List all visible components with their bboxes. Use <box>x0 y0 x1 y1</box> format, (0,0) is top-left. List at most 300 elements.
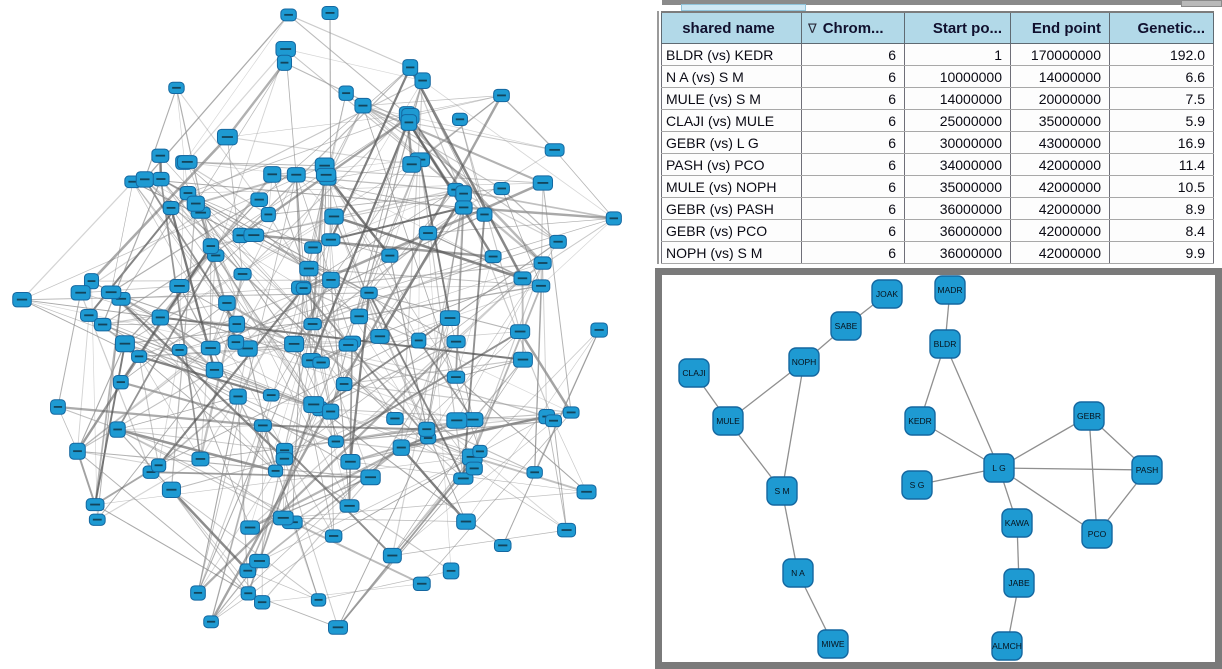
network-node[interactable] <box>606 212 621 225</box>
network-node[interactable] <box>153 172 169 185</box>
network-node-NOPH[interactable] <box>789 348 819 376</box>
network-node[interactable] <box>136 172 153 187</box>
table-cell[interactable]: 11.4 <box>1110 154 1214 176</box>
node-label <box>326 279 335 281</box>
node-label <box>242 348 253 350</box>
table-cell[interactable]: 20000000 <box>1011 88 1110 110</box>
network-node[interactable] <box>545 415 561 427</box>
column-header-start-po-[interactable]: Start po... <box>905 12 1011 44</box>
network-node[interactable] <box>387 412 404 424</box>
network-node[interactable] <box>191 586 206 600</box>
network-node[interactable] <box>89 514 105 525</box>
table-cell[interactable]: 6 <box>802 132 905 154</box>
network-node[interactable] <box>287 168 305 182</box>
network-node[interactable] <box>413 577 430 590</box>
network-edge[interactable] <box>319 571 451 600</box>
network-node[interactable] <box>351 309 368 324</box>
network-node-ALMCH[interactable] <box>992 632 1022 660</box>
table-cell[interactable]: 6.6 <box>1110 66 1214 88</box>
network-node[interactable] <box>382 249 398 262</box>
network-node[interactable] <box>230 389 246 404</box>
node-label <box>364 292 373 294</box>
network-node[interactable] <box>264 167 281 183</box>
network-edge[interactable] <box>77 451 158 465</box>
network-node[interactable] <box>250 554 270 567</box>
node-label <box>156 155 165 157</box>
table-cell[interactable]: 8.4 <box>1110 220 1214 242</box>
network-node[interactable] <box>514 352 533 367</box>
network-node-BLDR[interactable] <box>930 330 960 358</box>
network-node[interactable] <box>229 316 244 332</box>
network-node[interactable] <box>228 335 243 349</box>
node-label <box>17 299 27 301</box>
network-edge[interactable] <box>77 315 88 451</box>
network-node[interactable] <box>419 422 435 436</box>
node-label <box>280 458 289 460</box>
table-cell[interactable]: 25000000 <box>905 110 1011 132</box>
network-node-LG[interactable] <box>984 454 1014 482</box>
network-node[interactable] <box>456 186 472 202</box>
network-edge[interactable] <box>541 218 614 285</box>
network-edge[interactable] <box>363 106 555 150</box>
network-node-SABE[interactable] <box>831 312 861 340</box>
network-node[interactable] <box>527 467 542 478</box>
network-node[interactable] <box>545 144 564 156</box>
node-label <box>415 340 423 342</box>
network-node-KEDR[interactable] <box>905 407 935 435</box>
network-node[interactable] <box>336 378 352 391</box>
table-cell[interactable]: GEBR (vs) PASH <box>662 198 802 220</box>
network-node-MIWE[interactable] <box>818 630 848 658</box>
network-node[interactable] <box>591 323 608 337</box>
network-node[interactable] <box>532 280 550 292</box>
node-label <box>417 583 426 585</box>
node-label <box>407 163 417 165</box>
network-node[interactable] <box>203 239 218 254</box>
table-cell[interactable]: 14000000 <box>905 88 1011 110</box>
network-node[interactable] <box>514 272 531 285</box>
network-node[interactable] <box>419 226 436 239</box>
network-edge[interactable] <box>547 417 567 531</box>
network-node[interactable] <box>305 242 322 253</box>
network-node[interactable] <box>323 404 339 419</box>
network-edge-NOPH-SM[interactable] <box>782 362 804 491</box>
table-cell[interactable]: 42000000 <box>1011 154 1110 176</box>
table-cell[interactable]: BLDR (vs) KEDR <box>662 44 802 66</box>
network-node[interactable] <box>304 318 321 329</box>
overview-nodes <box>13 7 622 635</box>
node-label <box>135 355 143 357</box>
node-label <box>255 199 264 201</box>
network-node-CLAJI[interactable] <box>679 359 709 387</box>
network-node[interactable] <box>340 500 359 512</box>
table-cell[interactable]: 35000000 <box>905 176 1011 198</box>
network-node[interactable] <box>563 407 579 418</box>
network-node[interactable] <box>577 485 596 499</box>
network-node-JABE[interactable] <box>1004 569 1034 597</box>
network-node[interactable] <box>550 235 567 248</box>
network-edge[interactable] <box>555 150 614 218</box>
network-node[interactable] <box>452 113 467 125</box>
node-label <box>333 626 344 628</box>
network-node[interactable] <box>162 482 180 497</box>
network-edge[interactable] <box>171 490 248 594</box>
node-label <box>194 592 202 594</box>
node-label: S G <box>909 480 925 490</box>
network-node[interactable] <box>558 523 576 536</box>
network-node[interactable] <box>273 511 293 525</box>
network-node[interactable] <box>86 499 104 511</box>
column-header-end-point[interactable]: End point <box>1011 12 1110 44</box>
network-node-GEBR[interactable] <box>1074 402 1104 430</box>
table-cell[interactable]: 6 <box>802 242 905 264</box>
table-row[interactable] <box>662 88 1214 110</box>
network-node[interactable] <box>466 462 482 475</box>
table-cell[interactable]: 6 <box>802 44 905 66</box>
node-label <box>73 450 82 452</box>
node-label <box>254 560 265 562</box>
network-edge[interactable] <box>554 421 567 530</box>
network-node[interactable] <box>70 443 86 459</box>
node-label <box>456 118 464 120</box>
table-row[interactable] <box>662 110 1214 132</box>
table-cell[interactable]: 16.9 <box>1110 132 1214 154</box>
network-node-NA[interactable] <box>783 559 813 587</box>
table-cell[interactable]: 6 <box>802 176 905 198</box>
network-node[interactable] <box>361 287 377 298</box>
node-label: N A <box>791 568 805 578</box>
network-node[interactable] <box>81 309 98 321</box>
network-node[interactable] <box>455 201 472 214</box>
network-node[interactable] <box>494 182 509 194</box>
node-label <box>272 470 280 472</box>
network-node[interactable] <box>447 413 467 428</box>
network-node[interactable] <box>477 208 492 221</box>
table-cell[interactable]: GEBR (vs) PCO <box>662 220 802 242</box>
table-cell[interactable]: 7.5 <box>1110 88 1214 110</box>
network-node[interactable] <box>323 272 340 287</box>
network-node[interactable] <box>447 336 465 348</box>
table-cell[interactable]: 35000000 <box>1011 110 1110 132</box>
network-node[interactable] <box>172 345 187 356</box>
network-node[interactable] <box>263 389 279 401</box>
node-label <box>321 174 332 176</box>
table-cell[interactable]: 6 <box>802 154 905 176</box>
column-header-chrom-[interactable]: ∇ Chrom... <box>802 12 905 44</box>
table-row[interactable] <box>662 220 1214 242</box>
table-row[interactable] <box>662 132 1214 154</box>
table-cell[interactable]: 42000000 <box>1011 198 1110 220</box>
network-node-MULE[interactable] <box>713 407 743 435</box>
column-header-genetic-[interactable]: Genetic... <box>1110 12 1214 44</box>
network-node[interactable] <box>511 325 530 339</box>
network-node-JOAK[interactable] <box>872 280 902 308</box>
network-node[interactable] <box>217 129 237 145</box>
network-node[interactable] <box>241 521 260 534</box>
table-row[interactable] <box>662 66 1214 88</box>
table-cell[interactable]: GEBR (vs) L G <box>662 132 802 154</box>
node-label: MADR <box>937 285 963 295</box>
network-node[interactable] <box>281 9 296 21</box>
node-label <box>461 521 471 523</box>
table-cell[interactable]: 8.9 <box>1110 198 1214 220</box>
network-edge[interactable] <box>262 477 370 602</box>
node-label: PASH <box>1135 465 1159 475</box>
network-node[interactable] <box>234 268 251 280</box>
table-cell[interactable]: 6 <box>802 66 905 88</box>
node-label <box>445 317 456 319</box>
table-cell[interactable]: 170000000 <box>1011 44 1110 66</box>
network-node[interactable] <box>313 357 330 368</box>
table-cell[interactable]: MULE (vs) NOPH <box>662 176 802 198</box>
node-label <box>316 362 325 364</box>
node-label <box>365 476 376 478</box>
node-label <box>581 491 592 493</box>
network-node[interactable] <box>494 539 511 551</box>
network-edge[interactable] <box>171 490 318 600</box>
table-row[interactable] <box>662 154 1214 176</box>
node-label <box>210 369 219 371</box>
table-cell[interactable]: 10000000 <box>905 66 1011 88</box>
network-edge[interactable] <box>543 183 571 413</box>
node-label <box>207 621 215 623</box>
table-cell[interactable]: 10.5 <box>1110 176 1214 198</box>
table-tab[interactable] <box>681 4 806 11</box>
network-node[interactable] <box>457 514 476 529</box>
network-node[interactable] <box>371 330 389 344</box>
network-node[interactable] <box>494 89 510 101</box>
network-node-MADR[interactable] <box>935 276 965 304</box>
network-node[interactable] <box>94 318 110 331</box>
node-label: PCO <box>1087 529 1107 539</box>
network-edge[interactable] <box>187 49 285 162</box>
table-cell[interactable]: 6 <box>802 88 905 110</box>
table-cell[interactable]: 36000000 <box>905 198 1011 220</box>
node-label <box>567 412 576 414</box>
network-node[interactable] <box>403 60 418 76</box>
network-node[interactable] <box>13 292 32 306</box>
network-node[interactable] <box>443 563 459 579</box>
node-label <box>326 411 335 413</box>
network-edge[interactable] <box>211 536 334 622</box>
network-node[interactable] <box>325 209 343 224</box>
node-label <box>530 471 539 473</box>
network-node[interactable] <box>485 251 501 263</box>
table-header-row <box>662 12 1214 44</box>
node-label <box>84 314 93 316</box>
network-node[interactable] <box>322 234 340 246</box>
network-node[interactable] <box>415 73 430 89</box>
network-node[interactable] <box>393 440 409 456</box>
node-label <box>343 344 353 346</box>
table-row[interactable] <box>662 176 1214 198</box>
network-node[interactable] <box>277 55 291 70</box>
network-node[interactable] <box>285 336 304 351</box>
network-edge[interactable] <box>330 13 331 240</box>
network-node[interactable] <box>254 420 271 432</box>
network-node[interactable] <box>132 351 147 363</box>
network-edge[interactable] <box>296 175 352 342</box>
node-label <box>549 149 560 151</box>
network-node[interactable] <box>300 261 318 276</box>
node-label <box>156 317 165 319</box>
table-cell[interactable]: 42000000 <box>1011 220 1110 242</box>
network-edge[interactable] <box>262 426 263 603</box>
network-node-PCO[interactable] <box>1082 520 1112 548</box>
table-cell[interactable]: 6 <box>802 110 905 132</box>
network-edge[interactable] <box>292 522 421 584</box>
table-cell[interactable]: NOPH (vs) S M <box>662 242 802 264</box>
table-cell[interactable]: 34000000 <box>905 154 1011 176</box>
network-edge[interactable] <box>286 49 423 81</box>
table-cell[interactable]: 43000000 <box>1011 132 1110 154</box>
network-node[interactable] <box>276 42 296 57</box>
network-node[interactable] <box>244 229 264 242</box>
network-node[interactable] <box>403 157 421 173</box>
table-row[interactable] <box>662 44 1214 66</box>
network-node-SG[interactable] <box>902 471 932 499</box>
node-label: JOAK <box>875 289 899 299</box>
network-edge-LG-PASH[interactable] <box>999 468 1147 470</box>
network-node[interactable] <box>101 286 120 299</box>
network-node[interactable] <box>192 452 209 466</box>
network-node-SM[interactable] <box>767 477 797 505</box>
network-node[interactable] <box>311 594 325 606</box>
table-cell[interactable]: N A (vs) S M <box>662 66 802 88</box>
network-edge-GEBR-PCO[interactable] <box>1089 416 1097 534</box>
network-node[interactable] <box>51 400 66 415</box>
network-node[interactable] <box>383 548 401 563</box>
network-node[interactable] <box>412 333 426 348</box>
table-cell[interactable]: 6 <box>802 220 905 242</box>
table-cell[interactable]: 14000000 <box>1011 66 1110 88</box>
network-node[interactable] <box>187 196 204 211</box>
network-node[interactable] <box>251 193 268 207</box>
network-node[interactable] <box>163 201 179 214</box>
table-cell[interactable]: 30000000 <box>905 132 1011 154</box>
network-node[interactable] <box>255 596 270 609</box>
network-node[interactable] <box>361 470 380 485</box>
table-row[interactable] <box>662 242 1214 264</box>
table-cell[interactable]: 192.0 <box>1110 44 1214 66</box>
node-label <box>267 173 277 175</box>
node-label <box>232 341 241 343</box>
network-node[interactable] <box>71 286 90 300</box>
network-node-PASH[interactable] <box>1132 456 1162 484</box>
network-node[interactable] <box>219 296 236 311</box>
network-node[interactable] <box>269 465 283 477</box>
network-edge[interactable] <box>171 490 262 602</box>
network-node[interactable] <box>204 616 219 628</box>
network-node[interactable] <box>440 311 459 326</box>
network-node[interactable] <box>447 371 464 383</box>
table-cell[interactable]: 42000000 <box>1011 242 1110 264</box>
network-node[interactable] <box>152 149 169 162</box>
network-node[interactable] <box>177 156 197 169</box>
node-label <box>281 62 289 64</box>
table-cell[interactable]: 36000000 <box>905 242 1011 264</box>
network-node[interactable] <box>401 115 417 131</box>
network-node[interactable] <box>316 168 335 181</box>
network-node[interactable] <box>296 283 310 294</box>
node-label <box>451 376 461 378</box>
filter-icon[interactable]: ∇ <box>808 20 817 36</box>
node-label <box>451 419 462 421</box>
node-label <box>88 280 96 282</box>
table-cell[interactable]: 6 <box>802 198 905 220</box>
node-label <box>498 545 507 547</box>
scrollbar-thumb[interactable] <box>1181 0 1222 7</box>
network-node[interactable] <box>328 436 343 447</box>
network-node[interactable] <box>533 176 552 190</box>
node-label <box>248 234 259 236</box>
node-label <box>326 12 335 14</box>
network-node[interactable] <box>241 587 255 600</box>
network-edge[interactable] <box>227 63 284 137</box>
node-label <box>387 555 397 557</box>
network-edge[interactable] <box>216 49 286 255</box>
network-node[interactable] <box>113 376 128 389</box>
network-node[interactable] <box>261 208 275 222</box>
network-node[interactable] <box>329 621 348 635</box>
node-label <box>447 570 456 572</box>
network-edge[interactable] <box>460 119 520 331</box>
node-label <box>397 447 406 449</box>
network-node[interactable] <box>341 455 360 470</box>
table-cell[interactable]: 1 <box>905 44 1011 66</box>
table-cell[interactable]: CLAJI (vs) MULE <box>662 110 802 132</box>
network-node[interactable] <box>201 341 220 354</box>
network-node[interactable] <box>110 422 125 437</box>
network-node[interactable] <box>322 7 338 20</box>
network-node[interactable] <box>206 362 222 378</box>
table-cell[interactable]: PASH (vs) PCO <box>662 154 802 176</box>
node-label <box>243 570 252 572</box>
network-node[interactable] <box>339 339 358 351</box>
table-cell[interactable]: 5.9 <box>1110 110 1214 132</box>
network-edge[interactable] <box>289 15 411 68</box>
network-node-KAWA[interactable] <box>1002 509 1032 537</box>
node-label <box>233 396 242 398</box>
network-node[interactable] <box>325 530 342 542</box>
node-label <box>329 216 339 218</box>
node-label <box>375 335 385 337</box>
network-node[interactable] <box>169 82 184 93</box>
node-label <box>140 178 150 180</box>
network-node[interactable] <box>276 453 293 465</box>
table-cell[interactable]: MULE (vs) S M <box>662 88 802 110</box>
network-node[interactable] <box>151 459 165 472</box>
network-node[interactable] <box>473 445 487 457</box>
node-label <box>284 14 293 16</box>
table-row[interactable] <box>662 198 1214 220</box>
network-node[interactable] <box>304 397 324 413</box>
network-edge-BLDR-LG[interactable] <box>945 344 999 468</box>
node-label <box>175 349 183 351</box>
table-cell[interactable]: 42000000 <box>1011 176 1110 198</box>
column-header-shared-name[interactable]: shared name <box>662 12 802 44</box>
network-node[interactable] <box>152 310 168 325</box>
node-label <box>238 273 248 275</box>
network-node[interactable] <box>115 336 134 352</box>
table-cell[interactable]: 36000000 <box>905 220 1011 242</box>
table-cell[interactable]: 9.9 <box>1110 242 1214 264</box>
subnetwork-canvas[interactable] <box>662 275 1215 662</box>
network-node[interactable] <box>339 86 353 100</box>
network-node[interactable] <box>534 257 551 269</box>
network-node[interactable] <box>170 279 189 292</box>
network-node[interactable] <box>355 98 371 113</box>
